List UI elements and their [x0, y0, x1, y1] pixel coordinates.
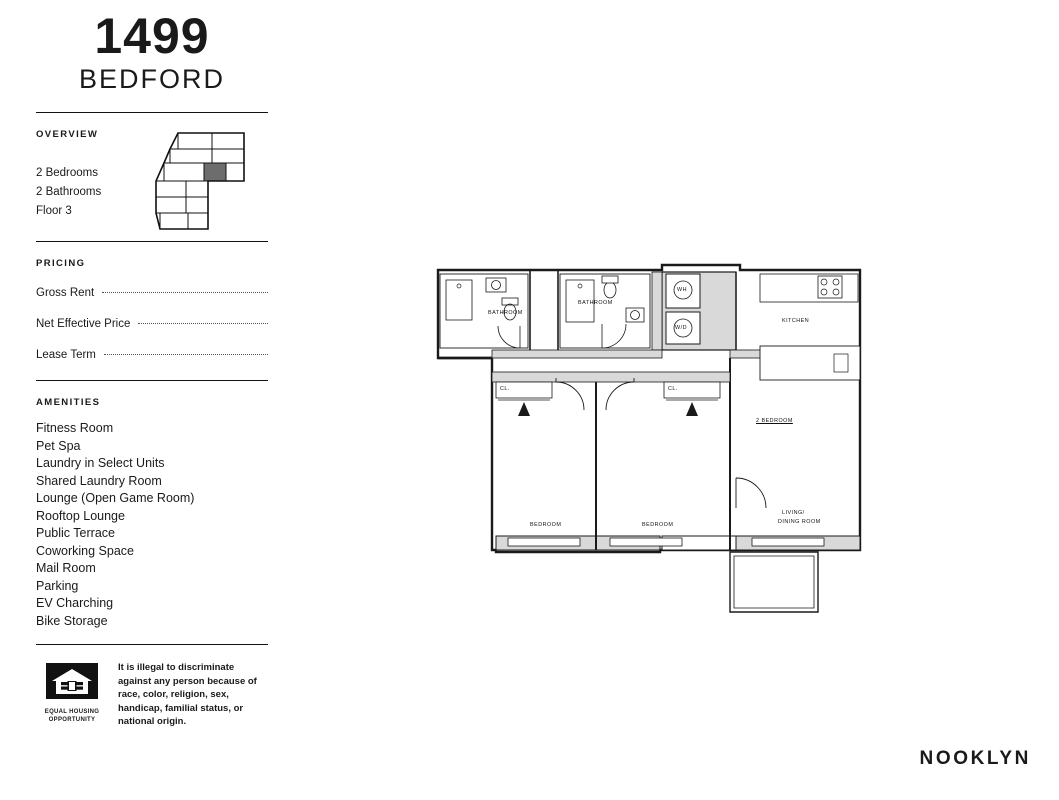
amenities-list	[36, 420, 268, 630]
pricing-section	[36, 258, 268, 361]
pricing-heading: PRICING	[36, 258, 86, 270]
divider	[36, 112, 268, 113]
equal-housing-opportunity-icon	[36, 661, 108, 724]
overview-heading: OVERVIEW	[36, 129, 99, 141]
list-item: Mail Room	[36, 561, 96, 576]
page-title-street: BEDFORD	[78, 63, 225, 94]
floorplan-label: BEDROOM	[530, 522, 562, 528]
list-item: Parking	[36, 578, 79, 593]
pricing-label: Net Effective Price	[36, 318, 131, 331]
floorplan-label: BATHROOM	[488, 310, 523, 316]
amenities-heading: AMENITIES	[36, 397, 101, 409]
floorplan-label: WH	[677, 287, 687, 293]
list-item: Shared Laundry Room	[36, 473, 162, 488]
fair-housing-disclaimer: It is illegal to discriminate against any person because of race, color, religion, sex, handicap, familial status, or national origin.	[118, 662, 257, 728]
overview-item: 2 Bedrooms	[36, 167, 99, 180]
pricing-label: Lease Term	[36, 349, 96, 362]
eho-caption-line2: OPPORTUNITY	[48, 717, 96, 724]
overview-section	[36, 129, 268, 241]
list-item: Lounge (Open Game Room)	[36, 491, 195, 506]
floorplan-label: BATHROOM	[578, 300, 613, 306]
listing-title	[36, 10, 268, 94]
page-title-number: 1499	[94, 8, 210, 64]
floorplan-label: CL.	[668, 386, 678, 392]
floorplan-label: KITCHEN	[782, 318, 810, 324]
info-sidebar	[36, 10, 268, 729]
pricing-value-blank	[102, 292, 268, 293]
floorplan-unit-label: 2 BEDROOM	[756, 418, 793, 424]
fair-housing-footer	[36, 661, 268, 729]
list-item: Rooftop Lounge	[36, 508, 125, 523]
list-item: Fitness Room	[36, 421, 114, 436]
pricing-row	[36, 349, 268, 361]
divider	[36, 380, 268, 381]
keyplan-highlight-unit	[204, 163, 226, 181]
amenities-section	[36, 397, 268, 630]
pricing-row	[36, 318, 268, 330]
floorplan-label: CL.	[500, 386, 510, 392]
overview-item: Floor 3	[36, 205, 72, 218]
pricing-row	[36, 287, 268, 299]
list-item: Laundry in Select Units	[36, 456, 165, 471]
list-item: Public Terrace	[36, 526, 115, 541]
list-item: Bike Storage	[36, 613, 108, 628]
pricing-value-blank	[104, 354, 268, 355]
eho-caption-line1: EQUAL HOUSING	[44, 709, 100, 716]
building-key-plan-icon	[146, 131, 270, 243]
floorplan-label: DINING ROOM	[778, 519, 821, 525]
list-item: Coworking Space	[36, 543, 134, 558]
pricing-label: Gross Rent	[36, 287, 95, 300]
floorplan-label: BEDROOM	[642, 522, 674, 528]
pricing-value-blank	[138, 323, 268, 324]
floor-plan-drawing	[430, 260, 880, 620]
floorplan-label: LIVING/	[782, 510, 805, 516]
brand-logo: NOOKLYN	[919, 748, 1031, 769]
overview-item: 2 Bathrooms	[36, 186, 102, 199]
divider	[36, 644, 268, 645]
floorplan-label: W/D	[675, 325, 687, 331]
list-item: Pet Spa	[36, 438, 81, 453]
list-item: EV Charching	[36, 596, 114, 611]
